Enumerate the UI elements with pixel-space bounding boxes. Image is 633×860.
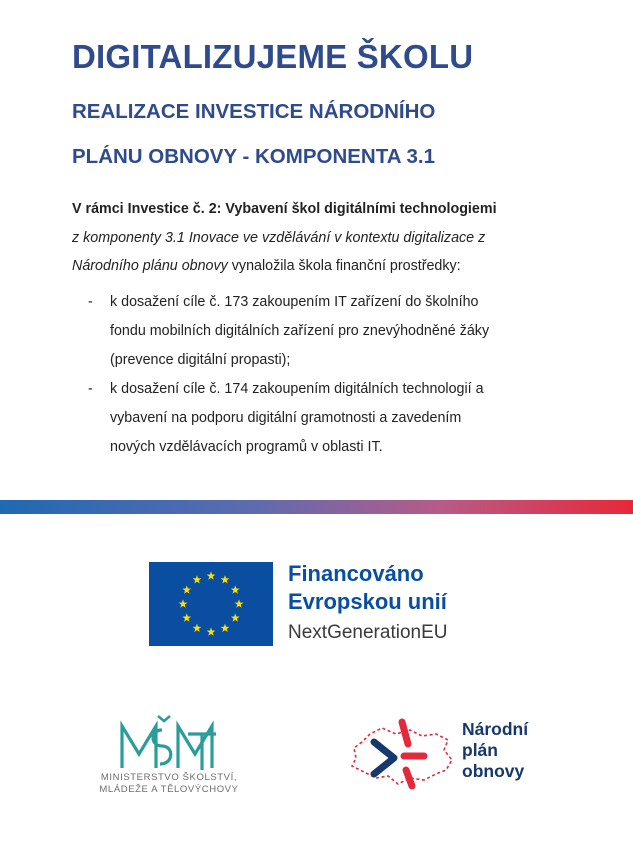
eu-star-icon (182, 585, 191, 593)
intro-italic-line: z komponenty 3.1 Inovace ve vzdělávání v kontextu digitalizace z (72, 229, 486, 246)
msmt-caption (74, 772, 264, 796)
list-item-line: fondu mobilních digitálních zařízení pro znevýhodněné žáky (110, 323, 490, 339)
npo-line-2: plán (462, 740, 498, 760)
eu-star-icon (207, 627, 216, 635)
npo-logo-icon (348, 712, 456, 792)
list-item-line: vybavení na podporu digitální gramotnosti a zavedením (110, 410, 462, 426)
eu-star-icon (221, 624, 230, 632)
npo-text (462, 719, 528, 782)
list-item-text (110, 288, 568, 375)
eu-star-icon (231, 585, 240, 593)
eu-star-icon (207, 571, 216, 579)
list-item-line: k dosažení cíle č. 173 zakoupením IT zařízení do školního (110, 294, 479, 310)
list-dash: - (88, 381, 93, 397)
intro-italic-part: Národního plánu obnovy (72, 258, 228, 274)
list-item (88, 375, 568, 462)
eu-flag-logo (149, 562, 273, 646)
eu-star-icon (193, 575, 202, 583)
eu-star-icon (179, 599, 188, 607)
list-item-line: k dosažení cíle č. 174 zakoupením digitálních technologií a (110, 381, 484, 397)
eu-line-3: NextGenerationEU (288, 622, 448, 643)
subtitle-line-1: REALIZACE INVESTICE NÁRODNÍHO (72, 100, 436, 123)
intro-bold-line: V rámci Investice č. 2: Vybavení škol digitálními technologiemi (72, 201, 497, 217)
list-item-line: nových vzdělávacích programů v oblasti IT. (110, 439, 383, 455)
msmt-line-1: MINISTERSTVO ŠKOLSTVÍ, (100, 772, 238, 783)
npo-line-1: Národní (462, 719, 529, 739)
gradient-divider (0, 500, 633, 514)
page-title: DIGITALIZUJEME ŠKOLU (72, 38, 474, 75)
eu-star-icon (182, 613, 191, 621)
eu-line-1: Financováno (288, 561, 424, 586)
intro-normal-part: vynaložila škola finanční prostředky: (227, 258, 461, 274)
list-item-text (110, 375, 568, 462)
npo-line-3: obnovy (462, 761, 525, 781)
eu-funding-text (288, 560, 447, 650)
msmt-line-2: MLÁDEŽE A TĚLOVÝCHOVY (99, 784, 239, 795)
goal-list (88, 288, 568, 462)
eu-line-2: Evropskou unií (288, 589, 447, 614)
intro-paragraph (72, 195, 572, 281)
eu-star-icon (235, 599, 244, 607)
list-item (88, 288, 568, 375)
eu-star-icon (193, 624, 202, 632)
eu-star-icon (221, 575, 230, 583)
msmt-logo (112, 712, 222, 774)
subtitle-line-2: PLÁNU OBNOVY - KOMPONENTA 3.1 (72, 145, 435, 168)
list-item-line: (prevence digitální propasti); (110, 352, 291, 368)
eu-star-icon (231, 613, 240, 621)
intro-mixed-line (72, 252, 572, 281)
eu-stars-icon (149, 562, 273, 646)
list-dash: - (88, 294, 93, 310)
